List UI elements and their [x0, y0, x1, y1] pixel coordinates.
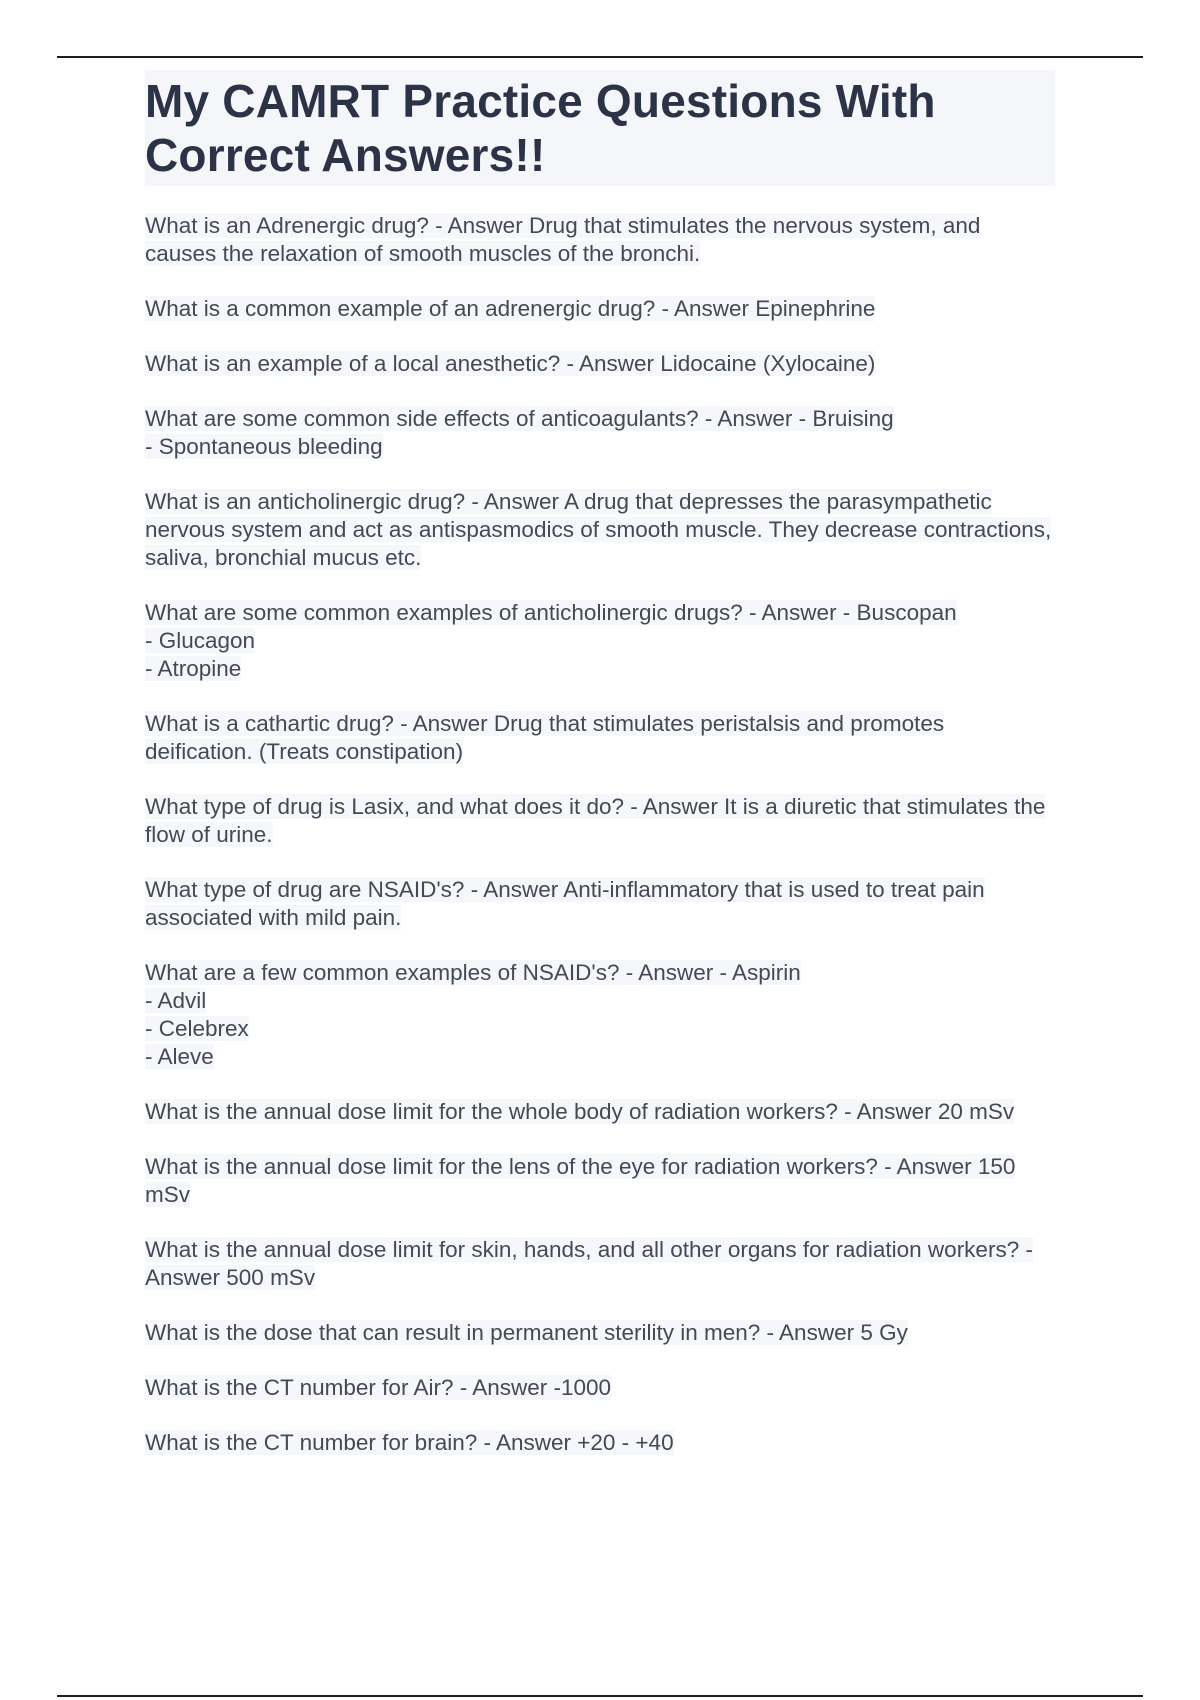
qa-entry	[145, 1236, 1055, 1292]
qa-entry	[145, 212, 1055, 268]
title-block	[145, 70, 1055, 186]
qa-entry	[145, 488, 1055, 572]
bottom-divider	[57, 1695, 1143, 1697]
document-body	[145, 70, 1055, 1484]
qa-entry	[145, 405, 1055, 461]
qa-entry-text: What is an anticholinergic drug? - Answer A drug that depresses the parasympathetic nervous system and act as antispasmodics of smooth muscle. They decrease contractions, saliva, bronchial mucus etc.	[145, 489, 1052, 570]
qa-entry-text: What is the annual dose limit for the lens of the eye for radiation workers? - Answer 150 mSv	[145, 1154, 1016, 1207]
qa-entry	[145, 295, 1055, 323]
qa-entry	[145, 959, 1055, 1071]
qa-entry-text: What is the annual dose limit for the whole body of radiation workers? - Answer 20 mSv	[145, 1099, 1015, 1124]
qa-entry-text: What type of drug are NSAID's? - Answer Anti-inflammatory that is used to treat pain associated with mild pain.	[145, 877, 985, 930]
qa-entry	[145, 1153, 1055, 1209]
qa-entry-text: What is the CT number for brain? - Answer +20 - +40	[145, 1430, 674, 1455]
qa-entry	[145, 876, 1055, 932]
qa-entry-text: What are some common examples of anticholinergic drugs? - Answer - Buscopan - Glucagon - Atropine	[145, 600, 957, 681]
qa-entry	[145, 793, 1055, 849]
qa-entry-text: What is the CT number for Air? - Answer -1000	[145, 1375, 612, 1400]
qa-entry	[145, 1098, 1055, 1126]
qa-entry	[145, 1319, 1055, 1347]
qa-entry-text: What type of drug is Lasix, and what does it do? - Answer It is a diuretic that stimulates the flow of urine.	[145, 794, 1046, 847]
qa-entry	[145, 1429, 1055, 1457]
qa-entry-text: What is an example of a local anesthetic? - Answer Lidocaine (Xylocaine)	[145, 351, 876, 376]
qa-entry-text: What is the dose that can result in permanent sterility in men? - Answer 5 Gy	[145, 1320, 908, 1345]
qa-entry-text: What is the annual dose limit for skin, hands, and all other organs for radiation workers? - Answer 500 mSv	[145, 1237, 1033, 1290]
document-title: My CAMRT Practice Questions With Correct Answers!!	[145, 75, 936, 181]
qa-entry-text: What are a few common examples of NSAID's? - Answer - Aspirin - Advil - Celebrex - Aleve	[145, 960, 801, 1069]
qa-entry	[145, 350, 1055, 378]
qa-entry	[145, 1374, 1055, 1402]
top-divider	[57, 56, 1143, 58]
qa-entry	[145, 710, 1055, 766]
qa-entry	[145, 599, 1055, 683]
qa-entry-text: What is a common example of an adrenergic drug? - Answer Epinephrine	[145, 296, 876, 321]
qa-entry-text: What is a cathartic drug? - Answer Drug that stimulates peristalsis and promotes deification. (Treats constipation)	[145, 711, 945, 764]
qa-entry-text: What is an Adrenergic drug? - Answer Drug that stimulates the nervous system, and causes the relaxation of smooth muscles of the bronchi.	[145, 213, 981, 266]
qa-list	[145, 212, 1055, 1457]
qa-entry-text: What are some common side effects of anticoagulants? - Answer - Bruising - Spontaneous bleeding	[145, 406, 894, 459]
